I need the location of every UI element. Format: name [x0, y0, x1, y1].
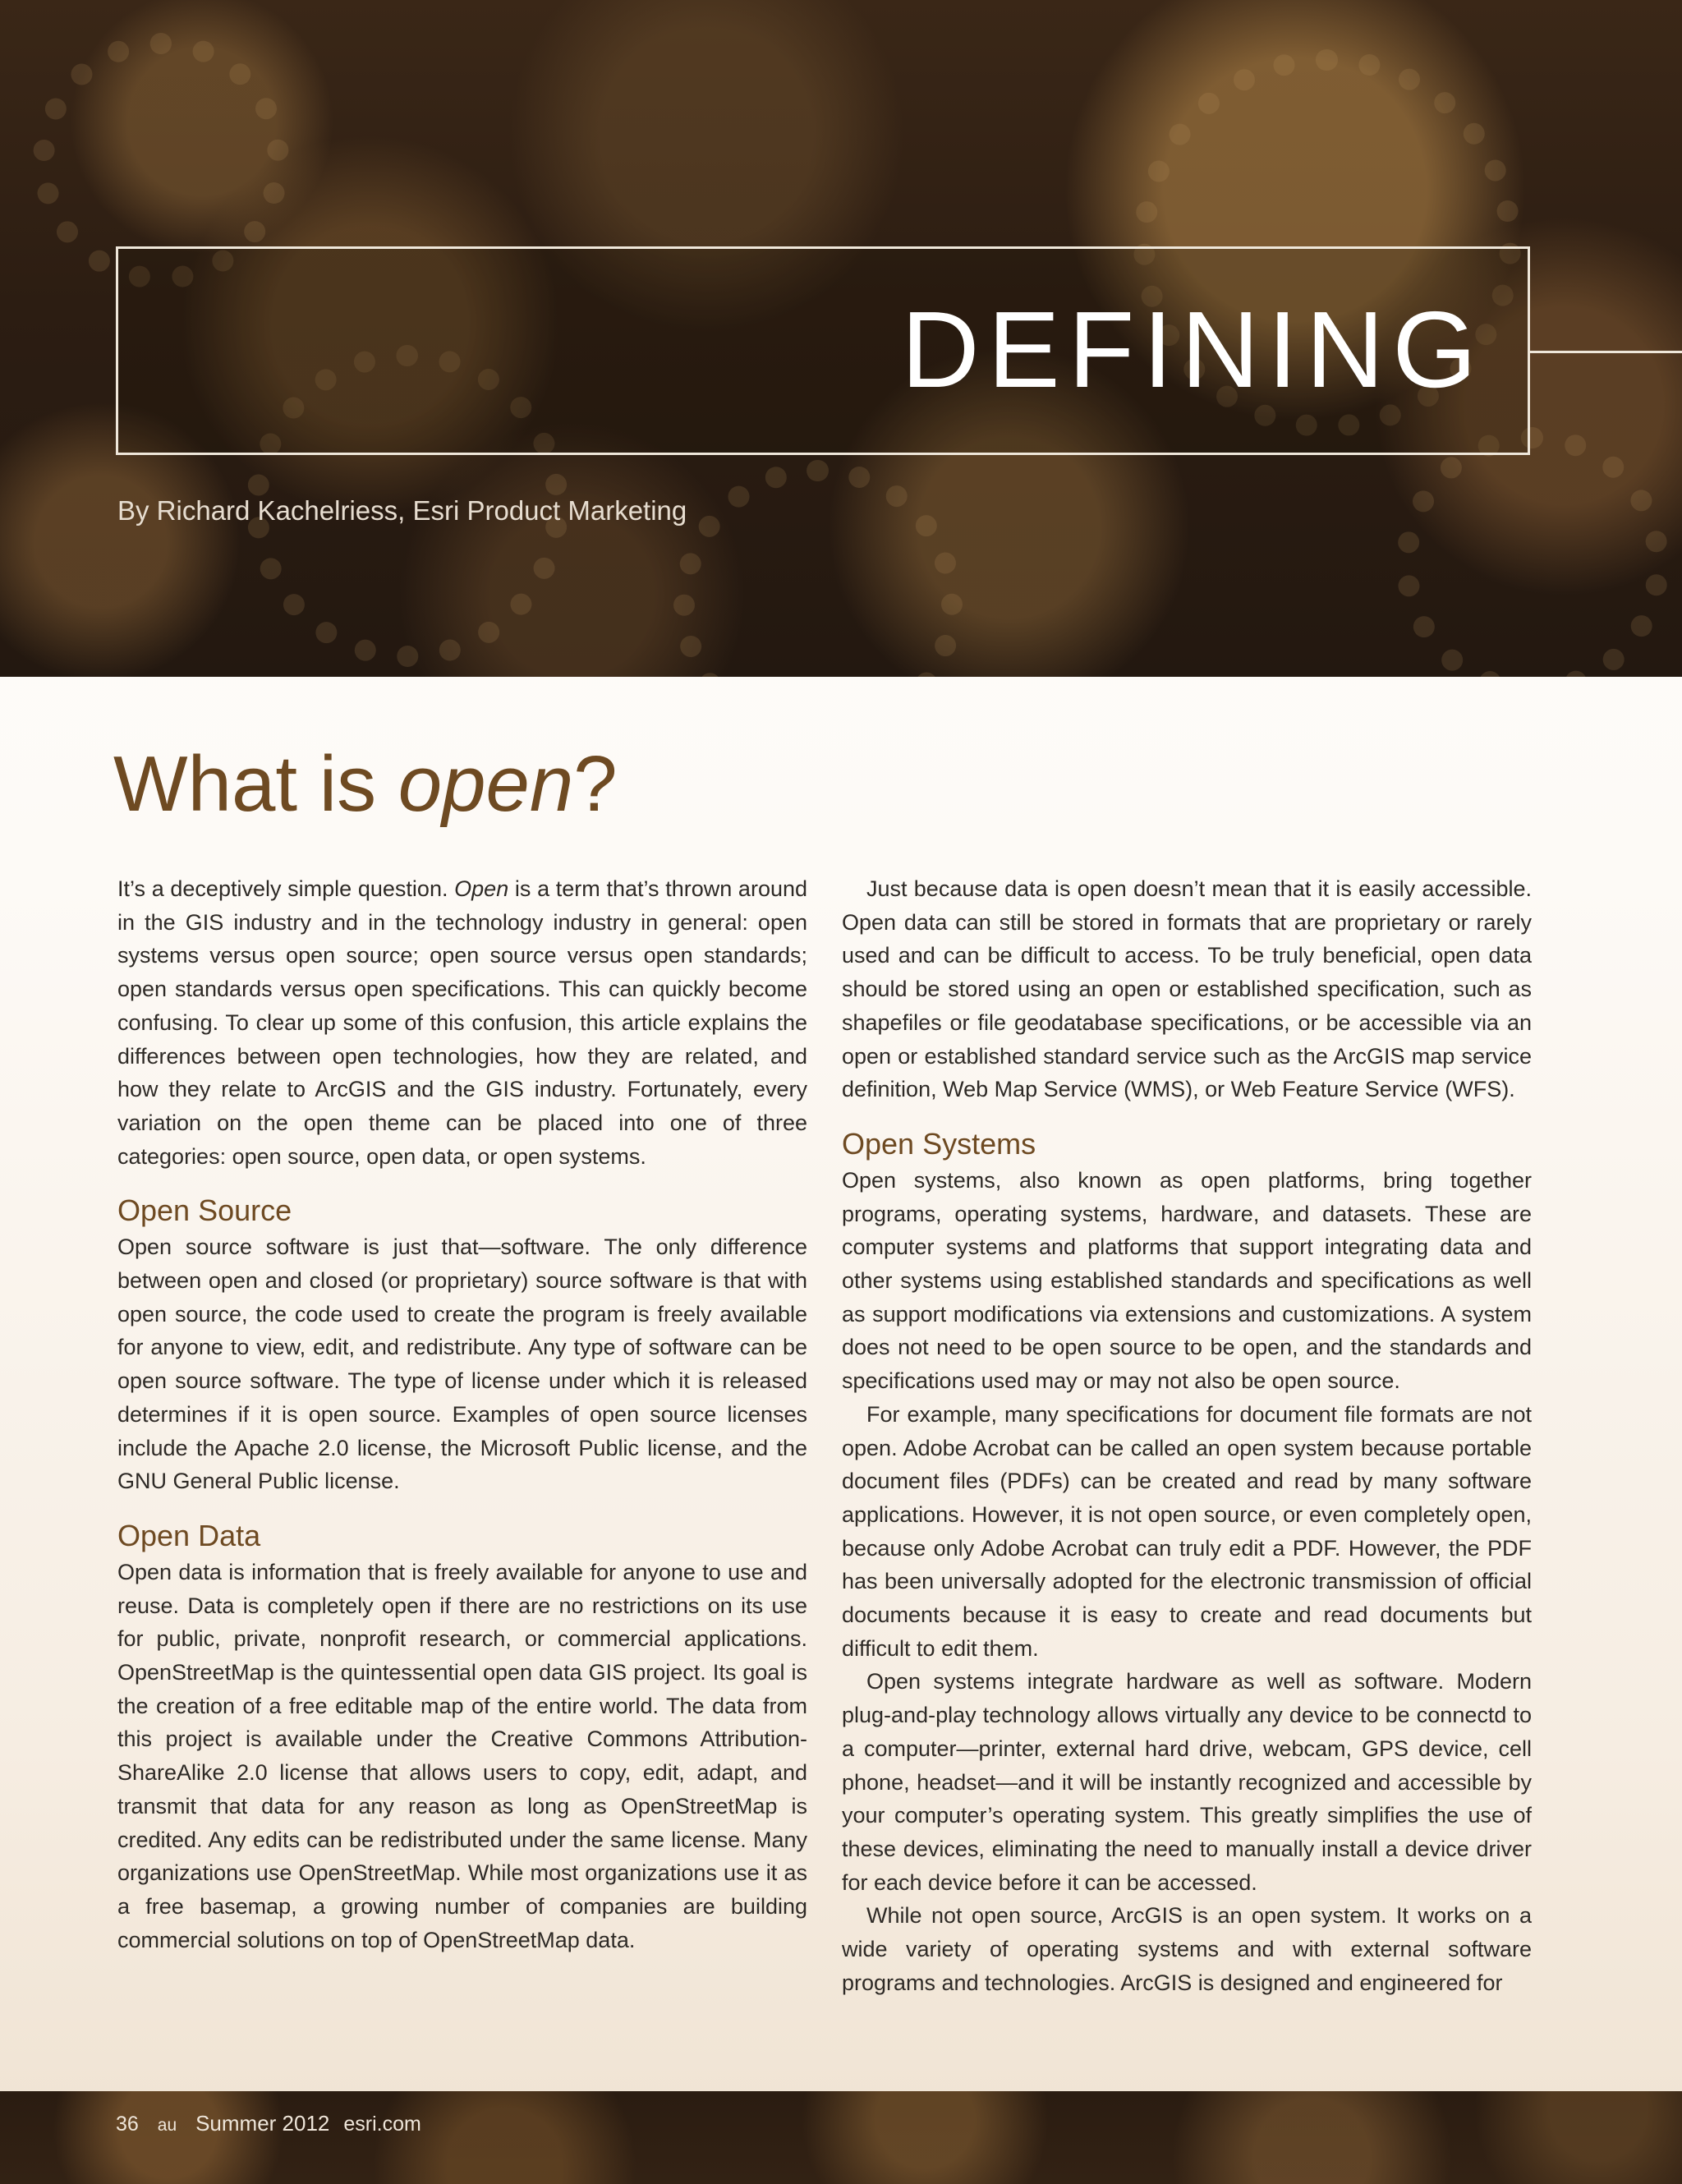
- byline: By Richard Kachelriess, Esri Product Marketing: [117, 495, 687, 526]
- page-footer: [0, 2091, 1682, 2184]
- open-data-continued-paragraph: Just because data is open doesn’t mean that it is easily accessible. Open data can still be stored in formats that are proprietary or rarely used and can be difficult to access. To be truly beneficial, open data should be stored using an open or established specification, such as shapefiles or file geodatabase specifications, or be accessible via an open or established standard service such as the ArcGIS map service definition, Web Map Service (WMS), or Web Feature Service (WFS).: [842, 876, 1532, 1102]
- intro-emphasis: Open: [454, 876, 509, 901]
- open-source-paragraph: Open source software is just that—software. The only difference between open and closed (or proprietary) source software is that with open source, the code used to create the program is freely available for anyone to view, edit, and redistribute. Any type of software can be open source software. The type of license under which it is released determines if it is open source. Examples of open source licenses include the Apache 2.0 license, the Microsoft Public license, and the GNU General Public license.: [117, 1235, 807, 1494]
- gear-decoration: [1396, 427, 1669, 677]
- publication-name: au: [157, 2116, 177, 2135]
- open-data-paragraph: Open data is information that is freely available for anyone to use and reuse. Data is completely open if there are no restrictions on its use for public, private, nonprofit research, or commercial applications. OpenStreetMap is the quintessential open data GIS project. Its goal is the creation of a free editable map of the entire world. The data from this project is available under the Creative Commons Attribution-ShareAlike 2.0 license that allows users to copy, edit, adapt, and transmit that data for any reason as long as OpenStreetMap is credited. Any edits can be redistributed under the same license. Many organizations use OpenStreetMap. While most organizations use it as a free basemap, a growing number of companies are building commercial solutions on top of OpenStreetMap data.: [117, 1559, 807, 1952]
- open-source-heading: Open Source: [117, 1193, 292, 1228]
- open-systems-paragraph-4: While not open source, ArcGIS is an open system. It works on a wide variety of operating systems and with external software programs and technologies. ArcGIS is designed and engineered for: [842, 1903, 1532, 1995]
- gear-decoration: [673, 460, 963, 677]
- intro-part1: It’s a deceptively simple question.: [117, 876, 455, 901]
- left-column: [117, 872, 807, 1956]
- open-systems-heading: Open Systems: [842, 1126, 1036, 1161]
- page-number: 36: [116, 2113, 139, 2136]
- header-banner: [0, 0, 1682, 677]
- title-connector-line: [1530, 351, 1682, 353]
- article-title: DEFINING: [901, 289, 1485, 410]
- headline-emphasis: open: [398, 740, 574, 828]
- headline: [113, 735, 618, 834]
- title-frame: [116, 246, 1530, 455]
- open-data-heading: Open Data: [117, 1518, 261, 1552]
- right-column: [842, 872, 1532, 2000]
- footer-text: [116, 2107, 434, 2142]
- intro-part2: is a term that’s thrown around in the GIS industry and in the technology industry in general: open systems versus open source; open source versus open standards; open standards versus open specifications. This can quickly become confusing. To clear up some of this confusion, this article explains the differences between open technologies, how they are related, and how they relate to ArcGIS and the GIS industry. Fortunately, every variation on the open theme can be placed into one of three categories: open source, open data, or open systems.: [117, 876, 808, 1169]
- headline-suffix: ?: [573, 740, 618, 828]
- open-systems-paragraph-1: Open systems, also known as open platforms, bring together programs, operating systems, hardware, and datasets. These are computer systems and platforms that support integrating data and other systems using established standards and specifications as well as support modifications via extensions and customizations. A system does not need to be open source to be open, and the standards and specifications used may or may not also be open source.: [842, 1167, 1532, 1394]
- website-link[interactable]: esri.com: [343, 2113, 421, 2136]
- intro-paragraph: [117, 872, 807, 1173]
- open-systems-paragraph-3: Open systems integrate hardware as well as software. Modern plug-and-play technology allows virtually any device to be connectd to a computer—printer, external hard drive, webcam, GPS device, cell phone, headset—and it will be instantly recognized and accessible by your computer’s operating system. This greatly simplifies the use of these devices, eliminating the need to manually install a device driver for each device before it can be accessed.: [842, 1669, 1532, 1895]
- open-systems-paragraph-2: For example, many specifications for document file formats are not open. Adobe Acrobat can be called an open system because portable document files (PDFs) can be created and read by many software applications. However, it is not open source, or even completely open, because only Adobe Acrobat can truly edit a PDF. However, the PDF has been universally adopted for the electronic transmission of official documents because it is easy to create and read documents but difficult to edit them.: [842, 1401, 1532, 1661]
- issue-season: Summer 2012: [195, 2111, 330, 2136]
- headline-prefix: What is: [113, 740, 398, 828]
